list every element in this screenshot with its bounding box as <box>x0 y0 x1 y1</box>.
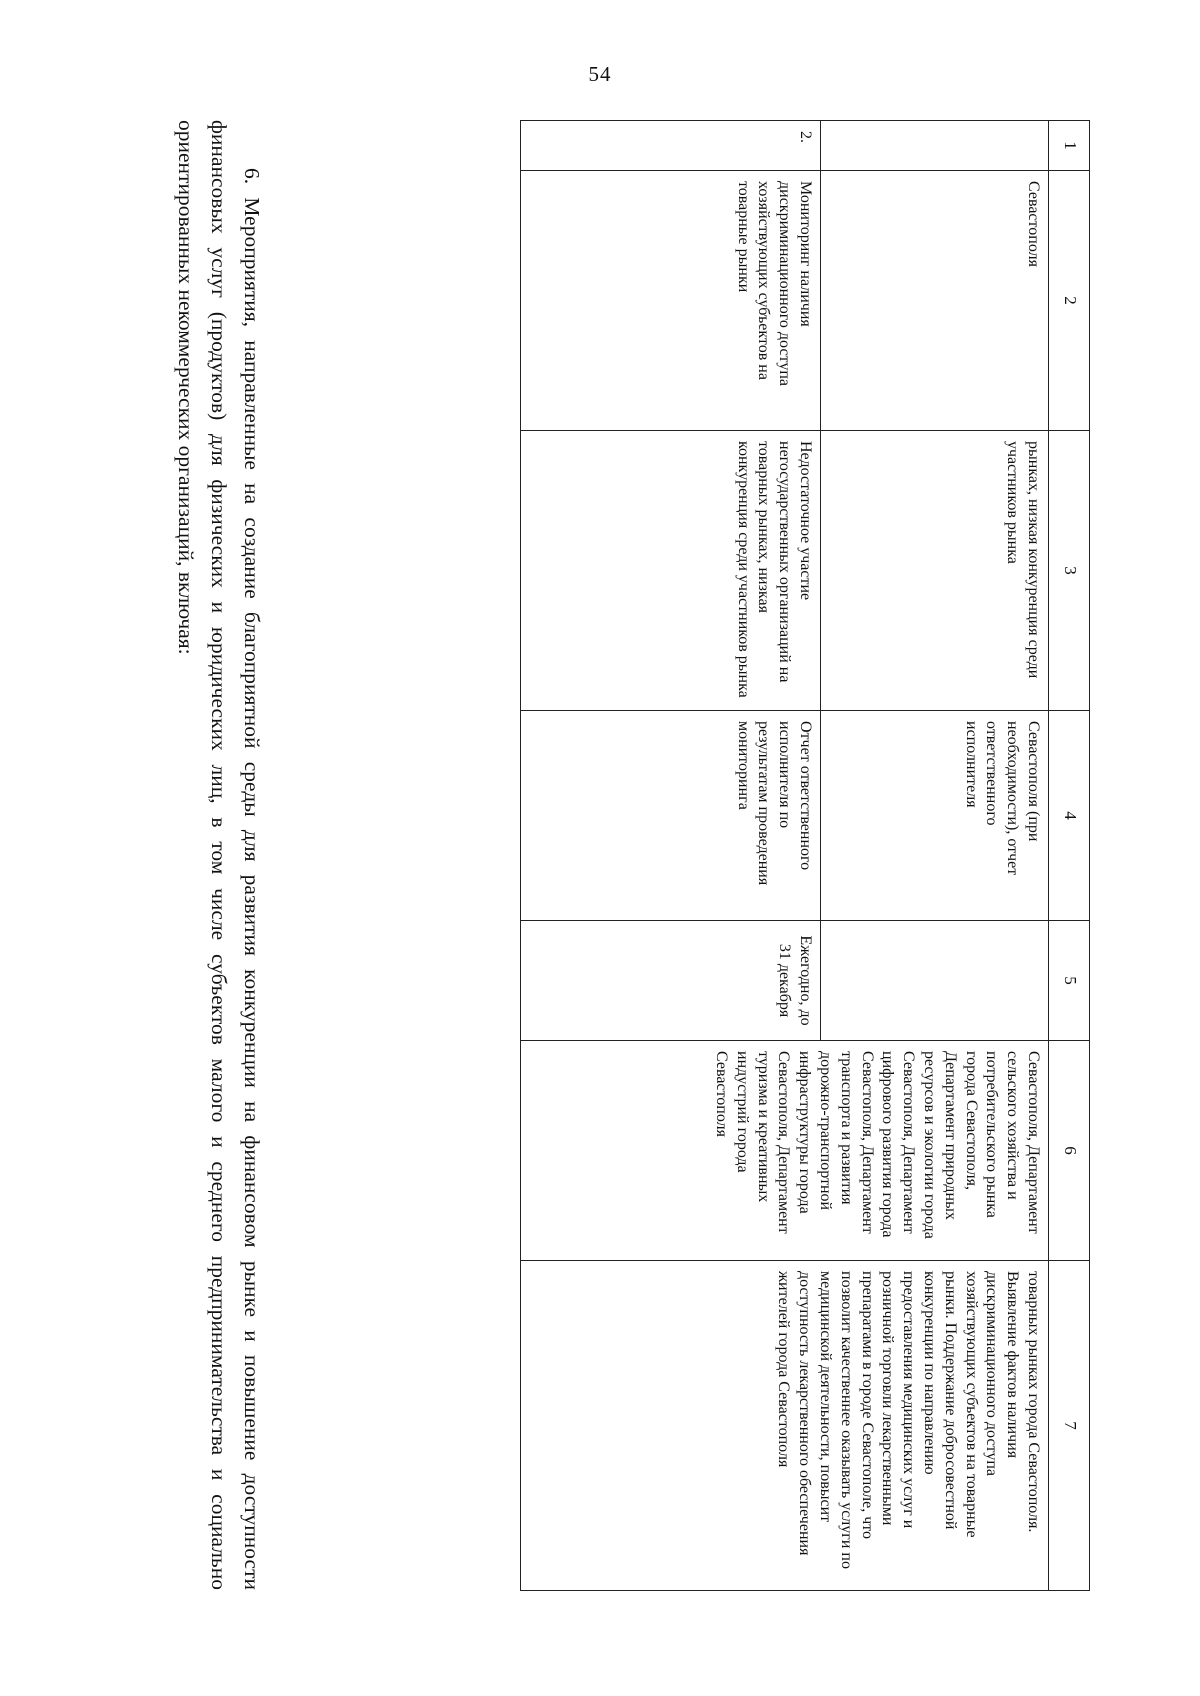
result-cell: Севастополя (при необходимости), отчет ответственного исполнителя <box>820 711 1048 921</box>
deadline-cell <box>820 921 1048 1041</box>
measure-cell: Севастополя <box>820 171 1048 431</box>
rotated-page-content <box>130 120 1090 1590</box>
problem-cell: Недостаточное участие негосударственных организаций на товарных рынках, низкая конкуренция среди участников рынка <box>520 431 820 711</box>
section-paragraph: 6. Мероприятия, направленные на создание благоприятной среды для развития конкуренции на финансовом рынке и повышение доступности финансовых услуг (продуктов) для физических и юридических лиц, в том числе субъектов малого и среднего предпринимательства и социально ориентированных некоммерческих организаций, включая: <box>173 120 265 1590</box>
expected-result-cell: товарных рынках города Севастополя. Выявление фактов наличия дискриминационного доступа хозяйствующих субъектов на товарные рынки. Поддержание добросовестной конкуренции по направлению предоставления медицинских услуг и розничной торговли лекарственными препаратами в городе Севастополе, что позволит качественнее оказывать услуги по медицинской деятельности, повысит доступность лекарственного обеспечения жителей города Севастополя <box>520 1261 1048 1591</box>
table-header-row <box>1048 121 1089 1591</box>
deadline-cell: Ежегодно, до 31 декабря <box>520 921 820 1041</box>
measure-cell: Мониторинг наличия дискриминационного доступа хозяйствующих субъектов на товарные рынки <box>520 171 820 431</box>
problem-cell: рынках, низкая конкуренция среди участников рынка <box>820 431 1048 711</box>
table-header-cell: 4 <box>1048 711 1089 921</box>
table-header-cell: 7 <box>1048 1261 1089 1591</box>
table-header-cell: 5 <box>1048 921 1089 1041</box>
result-cell: Отчет ответственного исполнителя по результатам проведения мониторинга <box>520 711 820 921</box>
row-number-cell: 2. <box>520 121 820 171</box>
table-header-cell: 3 <box>1048 431 1089 711</box>
measures-table <box>520 120 1090 1591</box>
table-header-cell: 6 <box>1048 1041 1089 1261</box>
page-number: 54 <box>588 62 612 86</box>
table-header-cell: 1 <box>1048 121 1089 171</box>
table-row <box>820 121 1048 1591</box>
executors-cell: Севастополя, Департамент сельского хозяйства и потребительского рынка города Севастополя, Департамент природных ресурсов и экологии города Севастополя, Департамент цифрового развития города Севастополя, Департамент транспорта и развития дорожно-транспортной инфраструктуры города Севастополя, Департамент туризма и креативных индустрий города Севастополя <box>520 1041 1048 1261</box>
row-number-cell <box>820 121 1048 171</box>
table-header-cell: 2 <box>1048 171 1089 431</box>
